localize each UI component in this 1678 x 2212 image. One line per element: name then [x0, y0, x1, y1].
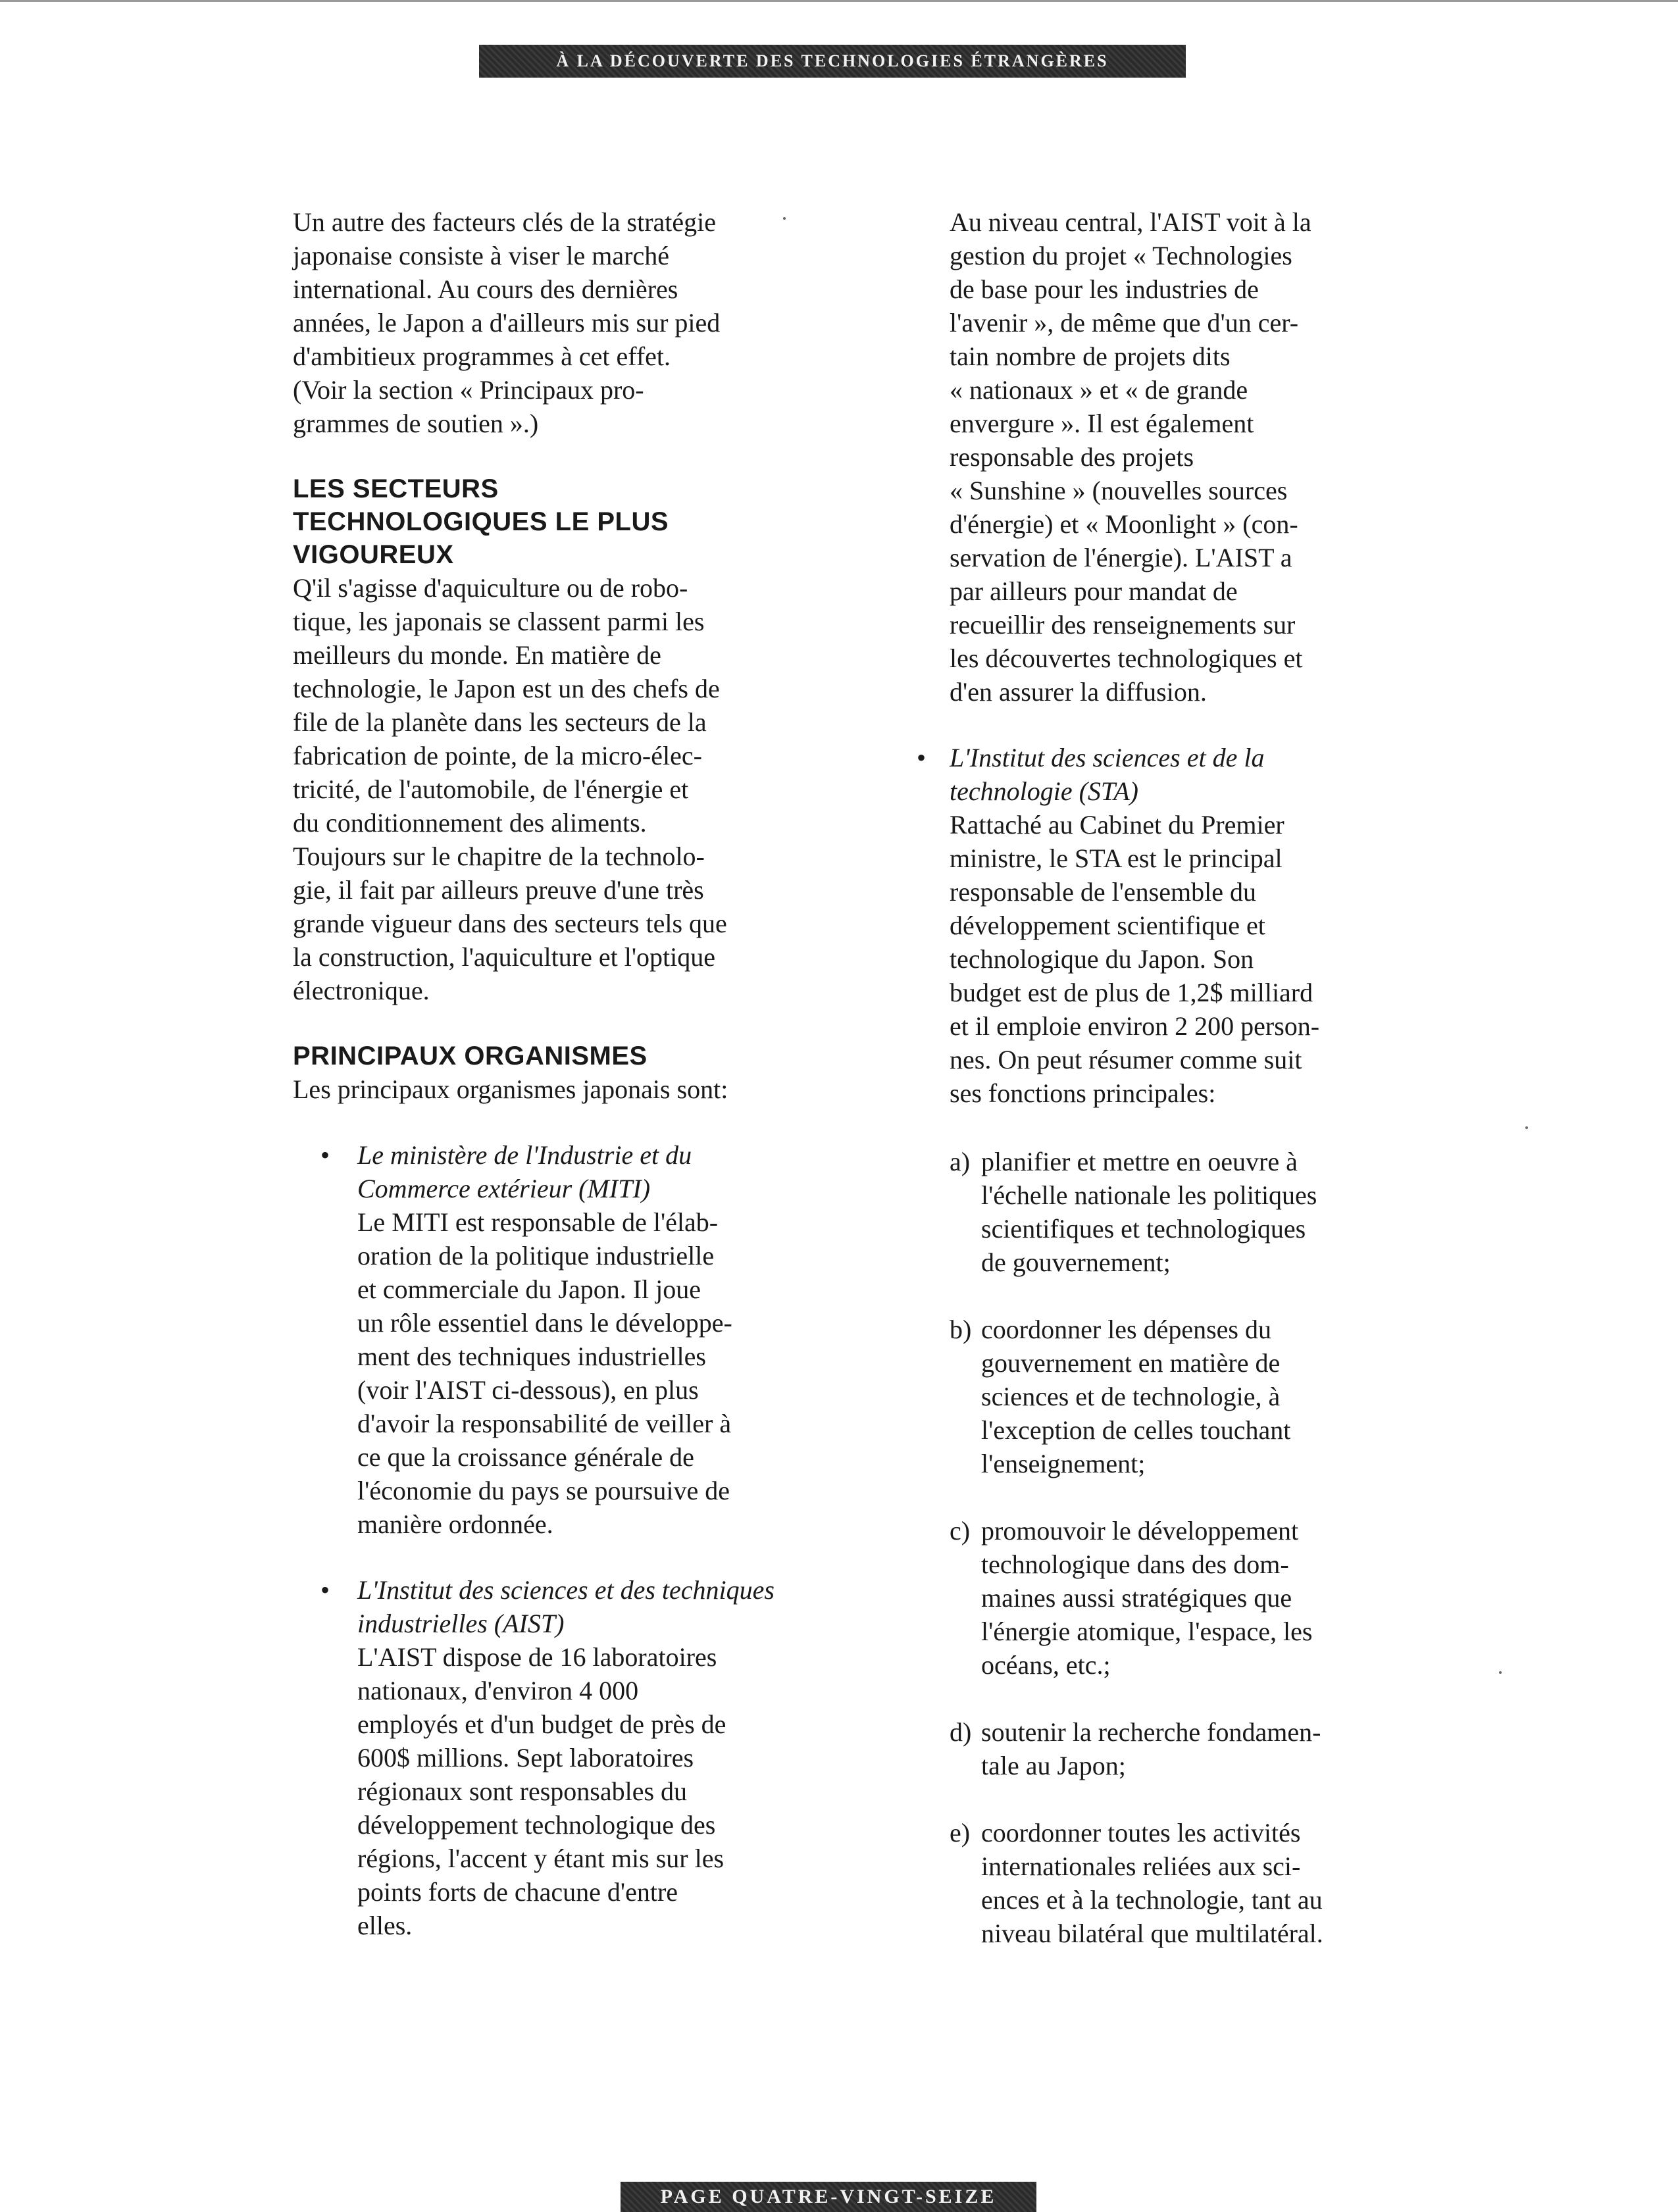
sectors-paragraph [293, 571, 793, 1007]
text-line: Rattaché au Cabinet du Premier [950, 810, 1284, 840]
text-line: technologique dans des dom- [981, 1549, 1289, 1579]
text-line: (Voir la section « Principaux pro- [293, 375, 644, 405]
text-line: (voir l'AIST ci-dessous), en plus [357, 1375, 699, 1405]
text-line: budget est de plus de 1,2$ milliard [950, 978, 1313, 1007]
function-letter: c) [950, 1516, 971, 1546]
text-line: grammes de soutien ».) [293, 409, 539, 438]
text-line: l'exception de celles touchant [981, 1415, 1291, 1445]
text-line: coordonner toutes les activités [981, 1818, 1301, 1848]
aist-title: L'Institut des sciences et des techniques [357, 1575, 775, 1605]
text-line: et il emploie environ 2 200 person- [950, 1011, 1320, 1041]
bullet: • [917, 743, 927, 772]
text-line: scientifiques et technologiques [981, 1214, 1306, 1244]
text-line: l'économie du pays se poursuive de [357, 1476, 730, 1505]
heading-line: TECHNOLOGIQUES LE PLUS [293, 507, 669, 536]
text-line: promouvoir le développement [981, 1516, 1299, 1546]
text-line: un rôle essentiel dans le développe- [357, 1308, 732, 1338]
header-banner: À LA DÉCOUVERTE DES TECHNOLOGIES ÉTRANGÈRES [479, 45, 1186, 78]
text-line: d'ambitieux programmes à cet effet. [293, 341, 671, 371]
text-line: soutenir la recherche fondamen- [981, 1717, 1321, 1747]
function-b [950, 1313, 1384, 1480]
text-line: Q'il s'agisse d'aquiculture ou de robo- [293, 573, 688, 603]
function-letter: d) [950, 1717, 972, 1747]
text-line: années, le Japon a d'ailleurs mis sur pied [293, 308, 721, 338]
text-line: tale au Japon; [981, 1751, 1126, 1780]
text-line: d'en assurer la diffusion. [950, 677, 1207, 707]
text-line: sciences et de technologie, à [981, 1382, 1281, 1411]
text-line: ences et à la technologie, tant au [981, 1885, 1323, 1915]
intro-paragraph [293, 205, 793, 440]
text-line: elles. [357, 1911, 413, 1940]
text-line: la construction, l'aquiculture et l'optique [293, 942, 716, 972]
text-line: niveau bilatéral que multilatéral. [981, 1919, 1323, 1948]
text-line: d'avoir la responsabilité de veiller à [357, 1409, 732, 1438]
right-column [917, 205, 1384, 1950]
sta-title: L'Institut des sciences et de la [950, 743, 1265, 772]
text-line: recueillir des renseignements sur [950, 610, 1296, 640]
function-letter: b) [950, 1315, 972, 1344]
text-line: oration de la politique industrielle [357, 1241, 715, 1270]
text-line: file de la planète dans les secteurs de la [293, 707, 707, 737]
scan-speck [783, 217, 786, 220]
text-line: gouvernement en matière de [981, 1348, 1281, 1378]
miti-title: Le ministère de l'Industrie et du [357, 1140, 692, 1170]
function-e [950, 1816, 1384, 1950]
text-line: responsable des projets [950, 442, 1194, 472]
text-line: les découvertes technologiques et [950, 643, 1303, 673]
text-line: ministre, le STA est le principal [950, 843, 1283, 873]
heading-sectors [293, 472, 793, 571]
text-line: l'avenir », de même que d'un cer- [950, 308, 1299, 338]
aist-title: industrielles (AIST) [357, 1609, 565, 1638]
text-line: responsable de l'ensemble du [950, 877, 1256, 907]
text-line: planifier et mettre en oeuvre à [981, 1147, 1298, 1176]
heading-organisms: PRINCIPAUX ORGANISMES [293, 1042, 648, 1070]
aist-entry [293, 1573, 793, 1942]
bullet: • [320, 1140, 330, 1170]
text-line: l'énergie atomique, l'espace, les [981, 1617, 1313, 1646]
miti-entry [293, 1138, 793, 1541]
text-line: Au niveau central, l'AIST voit à la [950, 207, 1311, 237]
text-line: ses fonctions principales: [950, 1078, 1216, 1108]
function-a [950, 1145, 1384, 1279]
text-line: tique, les japonais se classent parmi les [293, 607, 705, 636]
text-line: l'échelle nationale les politiques [981, 1180, 1317, 1210]
text-line: de gouvernement; [981, 1247, 1171, 1277]
text-line: Toujours sur le chapitre de la technolo- [293, 842, 705, 871]
function-letter: a) [950, 1147, 971, 1176]
text-line: L'AIST dispose de 16 laboratoires [357, 1642, 717, 1672]
text-line: « nationaux » et « de grande [950, 375, 1248, 405]
text-line: gestion du projet « Technologies [950, 241, 1292, 270]
text-line: ment des techniques industrielles [357, 1342, 706, 1371]
text-line: développement scientifique et [950, 911, 1265, 940]
aist-continued-paragraph [950, 205, 1384, 709]
text-line: nationaux, d'environ 4 000 [357, 1676, 639, 1705]
miti-title: Commerce extérieur (MITI) [357, 1174, 651, 1203]
function-letter: e) [950, 1818, 971, 1848]
text-line: régionaux sont responsables du [357, 1776, 688, 1806]
text-line: points forts de chacune d'entre [357, 1877, 678, 1907]
text-line: internationales reliées aux sci- [981, 1851, 1301, 1881]
text-line: gie, il fait par ailleurs preuve d'une très [293, 875, 704, 905]
text-line: Le MITI est responsable de l'élab- [357, 1207, 719, 1237]
text-line: coordonner les dépenses du [981, 1315, 1271, 1344]
text-line: développement technologique des [357, 1810, 716, 1840]
scan-speck [1499, 1671, 1502, 1674]
text-line: par ailleurs pour mandat de [950, 576, 1238, 606]
text-line: et commerciale du Japon. Il joue [357, 1274, 701, 1304]
left-column [293, 205, 793, 1942]
text-line: « Sunshine » (nouvelles sources [950, 476, 1288, 505]
text-line: grande vigueur dans des secteurs tels que [293, 909, 727, 938]
function-d [950, 1715, 1384, 1782]
text-line: de base pour les industries de [950, 274, 1259, 304]
sta-entry [917, 741, 1384, 1110]
bullet: • [320, 1575, 330, 1605]
text-line: manière ordonnée. [357, 1509, 553, 1539]
text-line: régions, l'accent y étant mis sur les [357, 1844, 725, 1873]
text-line: maines aussi stratégiques que [981, 1583, 1292, 1613]
top-rule [0, 0, 1678, 2]
text-line: technologique du Japon. Son [950, 944, 1254, 974]
text-line: employés et d'un budget de près de [357, 1709, 726, 1739]
text-line: servation de l'énergie). L'AIST a [950, 543, 1292, 572]
text-line: ce que la croissance générale de [357, 1442, 694, 1472]
text-line: japonaise consiste à viser le marché [293, 241, 669, 270]
text-line: Un autre des facteurs clés de la stratégie [293, 207, 717, 237]
text-line: nes. On peut résumer comme suit [950, 1045, 1302, 1074]
text-line: d'énergie) et « Moonlight » (con- [950, 509, 1298, 539]
text-line: fabrication de pointe, de la micro-élec- [293, 741, 702, 770]
organisms-intro: Les principaux organismes japonais sont: [293, 1074, 728, 1104]
text-line: tain nombre de projets dits [950, 341, 1231, 371]
heading-line: LES SECTEURS [293, 474, 499, 503]
text-line: électronique. [293, 976, 430, 1005]
text-line: tricité, de l'automobile, de l'énergie et [293, 774, 689, 804]
text-line: international. Au cours des dernières [293, 274, 678, 304]
text-line: l'enseignement; [981, 1449, 1146, 1478]
text-line: océans, etc.; [981, 1650, 1111, 1680]
scan-speck [1525, 1126, 1528, 1129]
text-line: envergure ». Il est également [950, 409, 1254, 438]
sta-title: technologie (STA) [950, 776, 1138, 806]
text-line: du conditionnement des aliments. [293, 808, 647, 838]
footer-banner: PAGE QUATRE-VINGT-SEIZE [621, 2182, 1036, 2212]
text-line: 600$ millions. Sept laboratoires [357, 1743, 694, 1772]
text-line: meilleurs du monde. En matière de [293, 640, 661, 670]
heading-line: VIGOUREUX [293, 540, 454, 569]
function-c [950, 1514, 1384, 1682]
text-line: technologie, le Japon est un des chefs de [293, 674, 720, 703]
